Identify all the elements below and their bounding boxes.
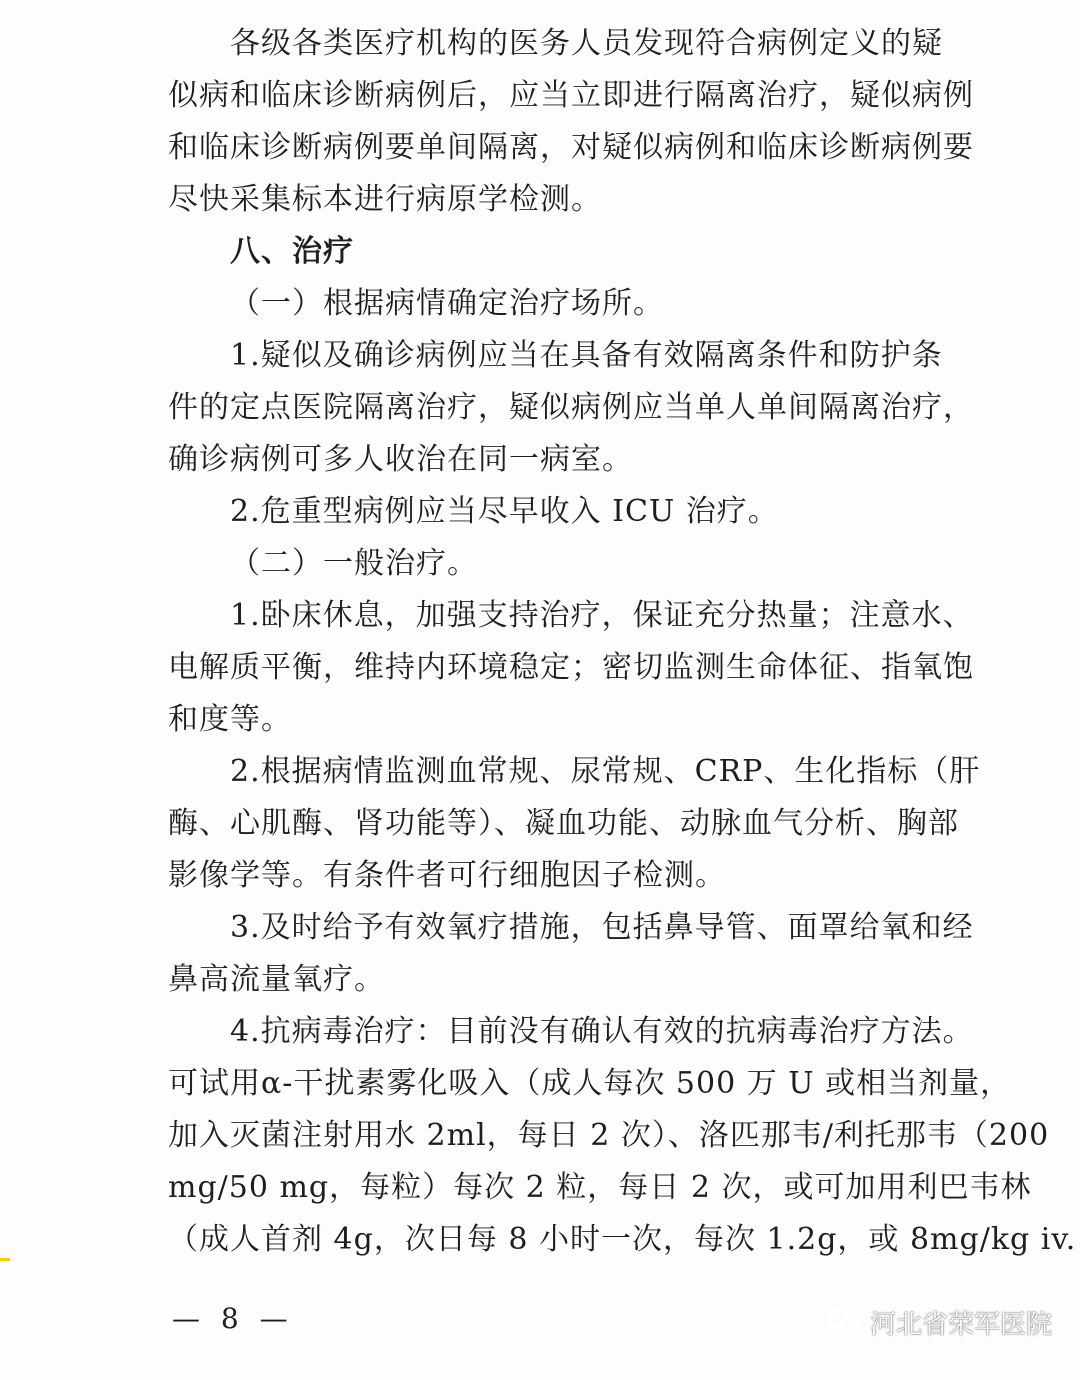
wechat-icon (828, 1308, 862, 1338)
body-line: （成人首剂 4g，次日每 8 小时一次，每次 1.2g，或 8mg/kg iv. (168, 1222, 1077, 1257)
subsection-heading: （二）一般治疗。 (230, 546, 478, 581)
edge-mark (0, 1258, 10, 1261)
body-line: 鼻高流量氧疗。 (168, 962, 385, 997)
body-line: 各级各类医疗机构的医务人员发现符合病例定义的疑 (230, 26, 943, 61)
body-line: 3.及时给予有效氧疗措施，包括鼻导管、面罩给氧和经 (230, 910, 974, 945)
body-line: 尽快采集标本进行病原学检测。 (168, 182, 602, 217)
document-body (168, 18, 1077, 1266)
body-line: 2.危重型病例应当尽早收入 ICU 治疗。 (230, 494, 779, 529)
body-line: 加入灭菌注射用水 2ml，每日 2 次）、洛匹那韦/利托那韦（200 (168, 1118, 1050, 1153)
body-line: 可试用α-干扰素雾化吸入（成人每次 500 万 U 或相当剂量， (168, 1066, 1012, 1101)
body-line: 确诊病例可多人收治在同一病室。 (168, 442, 633, 477)
body-line: 电解质平衡，维持内环境稳定；密切监测生命体征、指氧饱 (168, 650, 974, 685)
watermark-text: 河北省荣军医院 (869, 1310, 1052, 1340)
body-line: 似病和临床诊断病例后，应当立即进行隔离治疗，疑似病例 (168, 78, 974, 113)
body-line: 4.抗病毒治疗：目前没有确认有效的抗病毒治疗方法。 (230, 1014, 974, 1049)
section-heading: 八、治疗 (230, 234, 354, 269)
body-line: 和度等。 (168, 702, 292, 737)
body-line: 和临床诊断病例要单间隔离，对疑似病例和临床诊断病例要 (168, 130, 974, 165)
watermark (828, 1304, 1052, 1341)
body-line: 2.根据病情监测血常规、尿常规、CRP、生化指标（肝 (230, 754, 981, 789)
body-line: 1.卧床休息，加强支持治疗，保证充分热量；注意水、 (230, 598, 974, 633)
subsection-heading: （一）根据病情确定治疗场所。 (230, 286, 664, 321)
body-line: 影像学等。有条件者可行细胞因子检测。 (168, 858, 726, 893)
body-line: mg/50 mg，每粒）每次 2 粒，每日 2 次，或可加用利巴韦林 (168, 1170, 1032, 1205)
body-line: 酶、心肌酶、肾功能等）、凝血功能、动脉血气分析、胸部 (168, 806, 959, 841)
body-line: 件的定点医院隔离治疗，疑似病例应当单人单间隔离治疗， (168, 390, 974, 425)
page-number: — 8 — (172, 1302, 294, 1335)
body-line: 1.疑似及确诊病例应当在具备有效隔离条件和防护条 (230, 338, 943, 373)
